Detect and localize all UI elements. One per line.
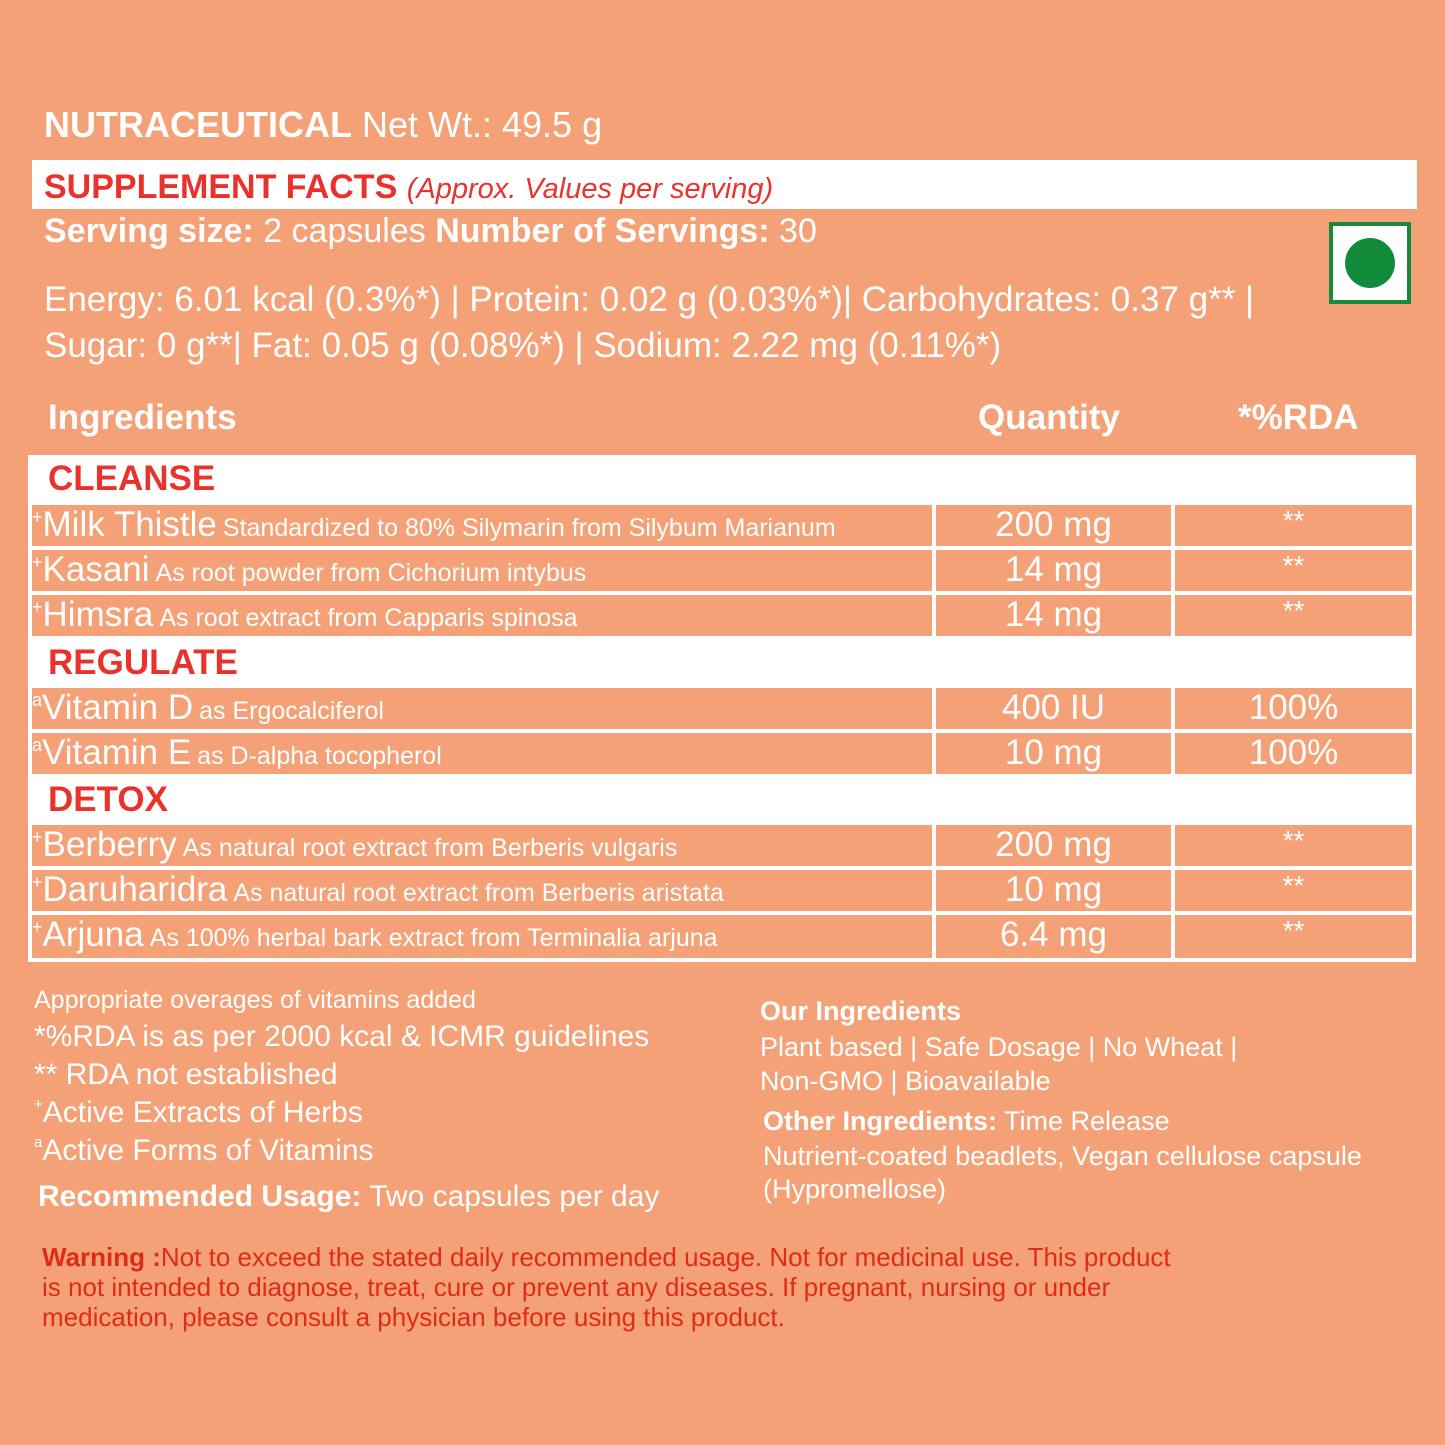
veg-dot: [1345, 238, 1395, 288]
our-ingredients-line-2: Non-GMO | Bioavailable: [760, 1066, 1051, 1096]
net-weight: Net Wt.: 49.5 g: [361, 104, 603, 145]
other-ingredients-line-3: (Hypromellose): [763, 1174, 947, 1204]
nutrition-line-1: Energy: 6.01 kcal (0.3%*) | Protein: 0.02 g (0.03%*)| Carbohydrates: 0.37 g** |: [44, 280, 1255, 319]
section-detox: DETOX: [48, 780, 168, 819]
header-ingredients: Ingredients: [48, 398, 237, 437]
supplement-facts-band: [32, 160, 1417, 209]
our-ingredients-title: Our Ingredients: [760, 996, 962, 1026]
serving-info: [44, 212, 817, 251]
table-row-quantity: 400 IU: [936, 688, 1171, 729]
usage-label: Recommended Usage:: [38, 1180, 362, 1213]
table-row-rda: **: [1175, 825, 1412, 866]
table-row-ingredient: $^a$Vitamin D as Ergocalciferol: [32, 688, 932, 729]
facts-title-text: SUPPLEMENT FACTS: [44, 168, 398, 206]
serving-size-label: Serving size:: [44, 212, 254, 250]
table-row-ingredient: +Kasani As root powder from Cichorium intybus: [32, 550, 932, 591]
facts-subtitle: (Approx. Values per serving): [406, 173, 774, 205]
product-header: [44, 104, 602, 146]
supplement-facts-title: [44, 168, 773, 207]
warning-line-2: is not intended to diagnose, treat, cure or prevent any diseases. If pregnant, nursing or under: [42, 1272, 1111, 1302]
header-rda: *%RDA: [1238, 398, 1359, 437]
table-row-rda: **: [1175, 550, 1412, 591]
other-ingredients-line-1: Other Ingredients: Time Release: [763, 1106, 1170, 1136]
servings-count-label: Number of Servings:: [435, 212, 770, 250]
recommended-usage: [38, 1180, 659, 1214]
note-overages: Appropriate overages of vitamins added: [34, 986, 476, 1014]
section-cleanse: CLEANSE: [48, 459, 216, 498]
other-ingredients-label: Other Ingredients:: [763, 1106, 998, 1136]
our-ingredients-line-1: Plant based | Safe Dosage | No Wheat |: [760, 1032, 1238, 1062]
nutrition-line-2: Sugar: 0 g**| Fat: 0.05 g (0.08%*) | Sodium: 2.22 mg (0.11%*): [44, 326, 1002, 365]
serving-size-value: 2 capsules: [253, 212, 436, 250]
table-row-ingredient: +Milk Thistle Standardized to 80% Silymarin from Silybum Marianum: [32, 505, 932, 546]
note-herbs: +Active Extracts of Herbs: [34, 1096, 363, 1129]
table-row-quantity: 10 mg: [936, 870, 1171, 911]
veg-symbol-icon: [1329, 222, 1411, 304]
table-row-quantity: 14 mg: [936, 550, 1171, 591]
warning-line-1: Warning :Not to exceed the stated daily recommended usage. Not for medicinal use. This product: [42, 1242, 1171, 1272]
table-row-rda: 100%: [1175, 688, 1412, 729]
table-row-rda: **: [1175, 870, 1412, 911]
other-ingredients-line-2: Nutrient-coated beadlets, Vegan cellulose capsule: [763, 1141, 1362, 1171]
table-row-rda: 100%: [1175, 733, 1412, 774]
ingredient-table: [28, 455, 1416, 962]
table-row-ingredient: +Himsra As root extract from Capparis spinosa: [32, 595, 932, 636]
table-row-ingredient: +Daruharidra As natural root extract from Berberis aristata: [32, 870, 932, 911]
table-row-quantity: 10 mg: [936, 733, 1171, 774]
table-row-rda: **: [1175, 505, 1412, 546]
table-row-rda: **: [1175, 915, 1412, 958]
table-row-rda: **: [1175, 595, 1412, 636]
table-row-quantity: 14 mg: [936, 595, 1171, 636]
note-rda-not-established: ** RDA not established: [34, 1058, 338, 1091]
header-quantity: Quantity: [978, 398, 1120, 437]
note-rda-basis: *%RDA is as per 2000 kcal & ICMR guidelines: [34, 1020, 650, 1053]
table-row-quantity: 6.4 mg: [936, 915, 1171, 958]
table-row-ingredient: $^a$Vitamin E as D-alpha tocopherol: [32, 733, 932, 774]
note-vitamins: $^a$Active Forms of Vitamins: [34, 1134, 374, 1167]
table-row-quantity: 200 mg: [936, 825, 1171, 866]
table-row-ingredient: +Arjuna As 100% herbal bark extract from Terminalia arjuna: [32, 915, 932, 958]
usage-value: Two capsules per day: [361, 1180, 660, 1213]
warning-line-3: medication, please consult a physician before using this product.: [42, 1302, 785, 1332]
warning-label: Warning :: [42, 1242, 161, 1272]
section-regulate: REGULATE: [48, 643, 238, 682]
servings-count-value: 30: [769, 212, 817, 250]
category-label: NUTRACEUTICAL: [44, 104, 352, 145]
table-row-quantity: 200 mg: [936, 505, 1171, 546]
table-row-ingredient: +Berberry As natural root extract from Berberis vulgaris: [32, 825, 932, 866]
